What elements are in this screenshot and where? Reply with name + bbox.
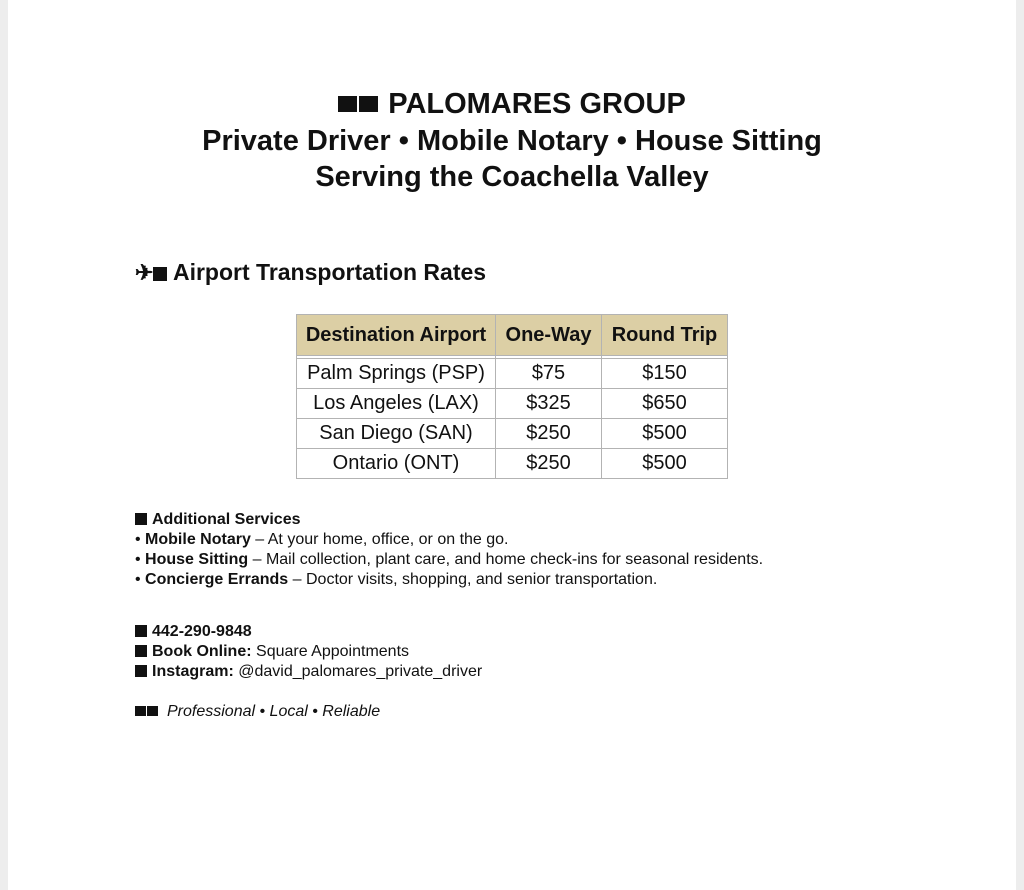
company-name: PALOMARES GROUP <box>388 88 686 120</box>
table-row <box>297 389 728 419</box>
service-name: Concierge Errands <box>145 571 289 588</box>
service-item: • House Sitting – Mail collection, plant care, and home check-ins for seasonal residents. <box>135 551 764 568</box>
column-header: Round Trip <box>602 315 728 356</box>
airplane-icon: ✈ <box>135 260 154 285</box>
service-name: Mobile Notary <box>145 531 251 548</box>
service-item: • Mobile Notary – At your home, office, or on the go. <box>135 531 509 548</box>
square-icon <box>135 665 147 677</box>
instagram-handle: @david_palomares_private_driver <box>238 663 483 680</box>
additional-services <box>135 510 763 590</box>
phone-line <box>135 622 482 642</box>
square-icon <box>135 513 147 525</box>
airport-title-text: Airport Transportation Rates <box>172 259 487 285</box>
document-page <box>8 0 1016 890</box>
service-desc: – Mail collection, plant care, and home check-ins for seasonal residents. <box>252 551 764 568</box>
table-cell: $325 <box>496 389 602 419</box>
contact-info <box>135 622 482 682</box>
square-icon <box>147 706 158 716</box>
table-row <box>297 419 728 449</box>
area-heading: Serving the Coachella Valley <box>315 161 709 193</box>
column-header: Destination Airport <box>297 315 496 356</box>
column-header: One-Way <box>496 315 602 356</box>
table-cell: $500 <box>602 449 728 479</box>
table-row <box>297 359 728 389</box>
table-cell: $500 <box>602 419 728 449</box>
square-icon <box>359 96 378 112</box>
service-item: • Concierge Errands – Doctor visits, shopping, and senior transportation. <box>135 571 658 588</box>
table-cell: Palm Springs (PSP) <box>297 359 496 389</box>
square-icon <box>135 645 147 657</box>
square-icon <box>153 267 167 281</box>
phone-number: 442-290-9848 <box>152 623 252 640</box>
table-cell: $250 <box>496 419 602 449</box>
tagline <box>135 702 380 722</box>
booking-value: Square Appointments <box>256 643 410 660</box>
services-heading: Private Driver • Mobile Notary • House Sitting <box>202 125 822 157</box>
table-row <box>297 449 728 479</box>
table-cell: $75 <box>496 359 602 389</box>
square-icon <box>135 706 146 716</box>
square-icon <box>338 96 357 112</box>
table-cell: $150 <box>602 359 728 389</box>
square-icon <box>135 625 147 637</box>
table-cell: $650 <box>602 389 728 419</box>
rates-table <box>296 314 728 479</box>
company-heading <box>8 88 1016 121</box>
service-name: House Sitting <box>145 551 249 568</box>
table-cell: Los Angeles (LAX) <box>297 389 496 419</box>
instagram-line: Instagram: @david_palomares_private_driver <box>135 662 482 682</box>
airport-section-title <box>135 259 486 286</box>
table-header-row <box>297 315 728 356</box>
service-desc: – Doctor visits, shopping, and senior transportation. <box>292 571 658 588</box>
table-cell: Ontario (ONT) <box>297 449 496 479</box>
service-desc: – At your home, office, or on the go. <box>255 531 509 548</box>
tagline-text: Professional • Local • Reliable <box>167 703 381 720</box>
table-cell: San Diego (SAN) <box>297 419 496 449</box>
table-cell: $250 <box>496 449 602 479</box>
booking-line: Book Online: Square Appointments <box>135 642 482 662</box>
additional-title: Additional Services <box>135 510 763 530</box>
